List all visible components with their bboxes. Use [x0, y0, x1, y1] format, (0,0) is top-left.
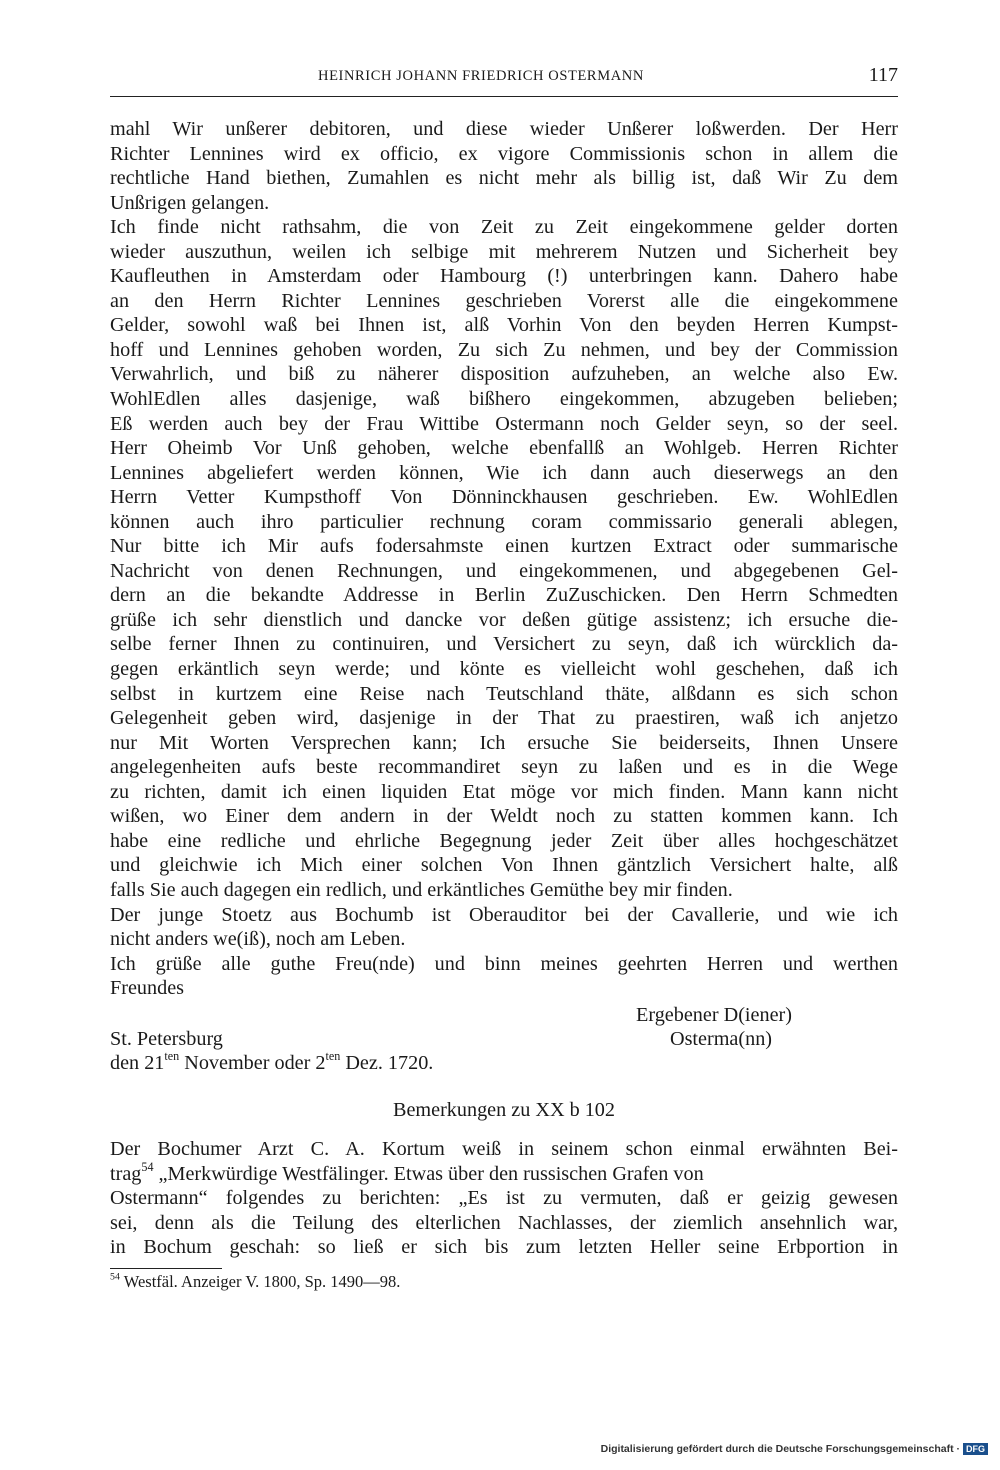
date-superscript-2: ten [325, 1048, 341, 1063]
text-line: Verwahrlich, und biß zu näherer disposition aufzuheben, an welche also Ew. [110, 363, 898, 386]
text-line: Nur bitte ich Mir aufs fodersahmste einen kurtzen Extract oder summarische [110, 535, 898, 558]
text-line: Gelder, sowohl waß bei Ihnen ist, alß Vorhin Von den beyden Herren Kumpst- [110, 314, 898, 337]
text-line: angelegenheiten aufs beste recommandiret seyn zu laßen und es in die Wege [110, 756, 898, 779]
section-heading: Bemerkungen zu XX b 102 [392, 1099, 615, 1121]
text-line: Lennines abgeliefert werden können, Wie ich dann auch dieserwegs an den [110, 461, 898, 484]
place-line: St. Petersburg [110, 1028, 223, 1050]
text-line: Ich grüße alle guthe Freu(nde) und binn meines geehrten Herren und werthen [110, 952, 898, 975]
text-line: in Bochum geschah: so ließ er sich bis zum letzten Heller seine Erbportion in [110, 1236, 898, 1258]
text-line: selbst in kurtzem eine Reise nach Teutschland thäte, alßdann es sich schon [110, 682, 898, 705]
text-line: Unßrigen gelangen. [110, 191, 270, 214]
text-line: dern an die bekandte Addresse in Berlin ZuZuschicken. Den Herrn Schmedten [110, 584, 898, 607]
text-line: falls Sie auch dagegen ein redlich, und erkäntliches Gemüthe bey mir finden. [110, 878, 733, 901]
text-line: Herr Oheimb Vor Unß gehoben, welche ebenfallß an Wohlgeb. Herren Richter [110, 437, 898, 460]
date-line: den $21^{ten}$ November oder $2^{ten}$ Dez. 1720. [110, 1048, 434, 1074]
text-line: wißen, wo Einer dem andern in der Weldt noch zu statten kommen kann. Ich [110, 805, 898, 828]
text-line: Der Bochumer Arzt C. A. Kortum weiß in seinem schon einmal erwähnten Bei- [110, 1138, 898, 1160]
signature: Osterma(nn) [670, 1028, 773, 1050]
page-number: 117 [868, 64, 898, 86]
text-line: Der junge Stoetz aus Bochumb ist Oberauditor bei der Cavallerie, und wie ich [110, 903, 898, 926]
text-line: wieder auszuthun, weilen ich selbige mit mehrerem Nutzen und Sicherheit bey [110, 240, 898, 263]
running-title: HEINRICH JOHANN FRIEDRICH OSTERMANN [318, 68, 644, 84]
text-line: WohlEdlen alles dasjenige, waß bißhero eingekommen, abzugeben belieben; [110, 388, 898, 411]
text-line: zu richten, damit ich einen liquiden Etat möge vor mich finden. Mann kann nicht [110, 780, 898, 803]
running-header [110, 66, 898, 97]
text-line: Eß werden auch bey der Frau Wittibe Ostermann noch Gelder seyn, so der seel. [110, 412, 898, 435]
text-line: sei, denn als die Teilung des elterlichen Nachlasses, der ziemlich ansehnlich war, [110, 1211, 898, 1234]
text-line: können auch ihro particulier rechnung coram commissario generali ablegen, [110, 510, 898, 533]
text-line: Ostermann“ folgendes zu berichten: „Es ist zu vermuten, daß er geizig gewesen [110, 1187, 898, 1209]
remarks-text [110, 1137, 898, 1260]
text-line: hoff und Lennines gehoben worden, Zu sich Zu nehmen, und bey der Commission [110, 338, 898, 361]
letter-closing [110, 1004, 898, 1076]
footnote-rule [110, 1268, 222, 1269]
footnote-reference: 54 [141, 1159, 154, 1174]
text-line: Gelegenheit geben wird, dasjenige in der That zu praestiren, waß ich anjetzo [110, 707, 898, 730]
text-line: mahl Wir unßerer debitoren, und diese wieder Unßerer loßwerden. Der Herr [110, 118, 898, 140]
footnote-number: 54 [110, 1271, 120, 1283]
text-line: Nachricht von denen Rechnungen, und eingekommenen, und abgegebenen Gel- [110, 559, 898, 582]
text-line: nicht anders we(iß), noch am Leben. [110, 928, 406, 951]
text-line: an den Herrn Richter Lennines geschrieben Vorerst alle die eingekommene [110, 289, 898, 312]
text-line: habe eine redliche und ehrliche Begegnung jeder Zeit über alles hochgeschätzet [110, 829, 898, 852]
text-line: gegen erkäntlich seyn werde; und könte es vielleicht wohl geschehen, daß ich [110, 658, 898, 681]
text-line: Freundes [110, 977, 185, 1000]
text-line: Ich finde nicht rathsahm, die von Zeit zu Zeit eingekommene gelder dorten [110, 216, 898, 239]
text-line: Kaufleuthen in Amsterdam oder Hambourg (!) unterbringen kann. Dahero habe [110, 265, 898, 288]
text-line: grüße ich sehr dienstlich und dancke vor deßen gütige assistenz; ich ersuche die- [110, 608, 898, 631]
footnote: $^{54}$ Westfäl. Anzeiger V. 1800, Sp. 1490—98. [110, 1271, 401, 1291]
dfg-logo: DFG [963, 1443, 988, 1455]
text-line: selbe ferner Ihnen zu continuiren, und Versichert zu seyn, daß ich würcklich da- [110, 633, 898, 656]
text-line: Herrn Vetter Kumpsthoff Von Dönninckhausen geschrieben. Ew. WohlEdlen [110, 486, 898, 509]
text-line: rechtliche Hand biethen, Zumahlen es nicht mehr als billig ist, daß Wir Zu dem [110, 167, 898, 190]
text-line: und gleichwie ich Mich einer solchen Von Ihnen gäntzlich Versichert halte, alß [110, 854, 898, 877]
date-superscript-1: ten [164, 1048, 180, 1063]
text-line: nur Mit Worten Versprechen kann; Ich ersuche Sie beiderseits, Ihnen Unsere [110, 731, 898, 754]
text-line: Richter Lennines wird ex officio, ex vigore Commissionis schon in allem die [110, 142, 898, 165]
funding-note: Digitalisierung gefördert durch die Deutsche Forschungsgemeinschaft · DFG [601, 1443, 988, 1455]
text-line: trag$^{54}$ „Merkwürdige Westfälinger. Etwas über den russischen Grafen von [110, 1159, 704, 1185]
signoff: Ergebener D(iener) [636, 1004, 792, 1026]
letter-text [110, 117, 898, 1001]
